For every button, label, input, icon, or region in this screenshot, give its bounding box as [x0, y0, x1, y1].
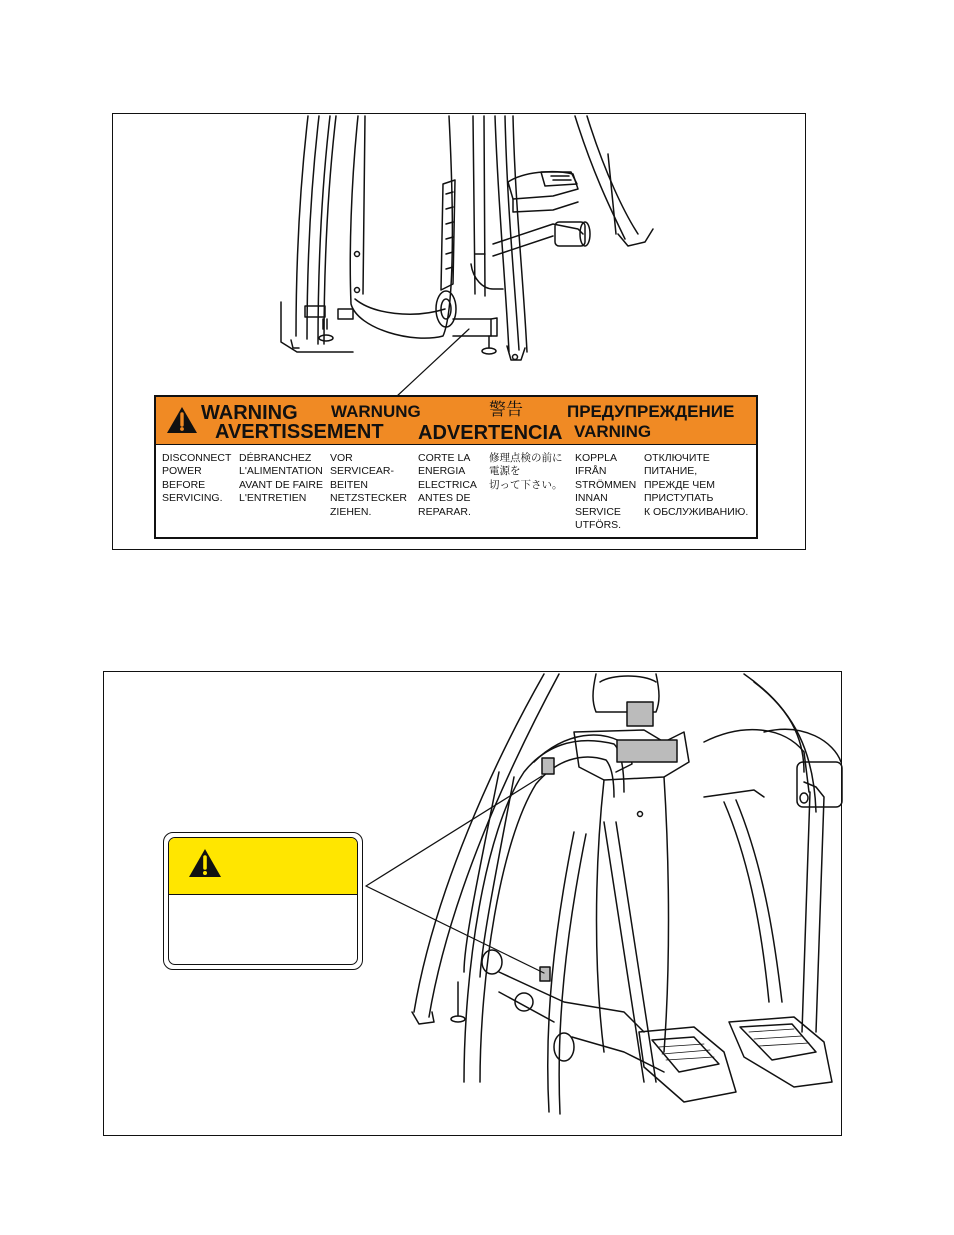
header-warning-en: WARNING [201, 402, 298, 424]
header-warning-ja: 警告 [489, 400, 523, 419]
multilingual-warning-label [154, 395, 758, 539]
warning-triangle-icon [165, 405, 199, 435]
header-warning-sv: VARNING [574, 422, 652, 441]
warning-triangle-icon [187, 847, 223, 879]
label-text-de: VOR SERVICEAR- BEITEN NETZSTECKER ZIEHEN. [330, 452, 408, 518]
label-text-sv: KOPPLA IFRÅN STRÖMMEN INNAN SERVICE UTFÖRS. [575, 452, 637, 532]
caution-decal-inner [168, 837, 358, 965]
label-text-ru: ОТКЛЮЧИТЕ ПИТАНИЕ, ПРЕЖДЕ ЧЕМ ПРИСТУПАТЬ К ОБСЛУЖИВАНИЮ. [644, 452, 749, 518]
header-warning-de: WARNUNG [331, 402, 421, 421]
caution-decal-callout [163, 832, 363, 970]
figure-bottom-frame [103, 671, 842, 1136]
label-text-fr: DÉBRANCHEZ L'ALIMENTATION AVANT DE FAIRE L'ENTRETIEN [239, 452, 324, 505]
label-text-es: CORTE LA ENERGIA ELECTRICA ANTES DE REPARAR. [418, 452, 477, 518]
caution-header-band [169, 838, 357, 895]
header-warning-ru: ПРЕДУПРЕЖДЕНИЕ [567, 402, 735, 421]
header-warning-fr: AVERTISSEMENT [215, 421, 384, 443]
figure-top-frame [112, 113, 806, 550]
warning-header-band [156, 397, 756, 445]
label-text-en: DISCONNECT POWER BEFORE SERVICING. [162, 452, 232, 505]
label-text-ja: 修理点検の前に 電源を 切って下さい。 [489, 452, 563, 491]
header-warning-es: ADVERTENCIA [418, 422, 563, 444]
